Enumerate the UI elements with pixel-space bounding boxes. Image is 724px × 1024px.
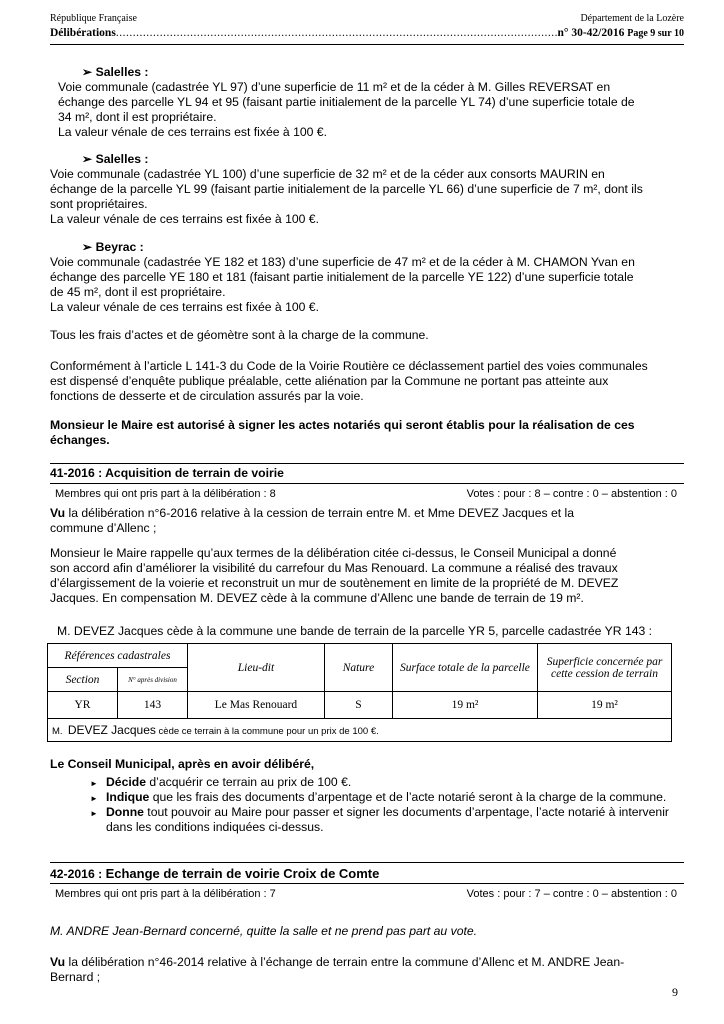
andre-notice: M. ANDRE Jean-Bernard concerné, quitte la salle et ne prend pas part au vote. [50,924,478,938]
maire-line: Monsieur le Maire est autorisé à signer les actes notariés qui seront établis pour la réalisation de ces [50,418,635,432]
decision-item [50,775,684,790]
item-line: sont propriétaires. [50,197,148,211]
decision-text: que les frais des documents d’arpentage et de l’acte notarié seront à la charge de la commune. [149,790,667,804]
item-line: échange de la parcelle YL 99 (faisant partie initialement de la parcelle YL 66) d’une superficie de 7 m², dont ils [50,182,643,196]
th-superficie: Superficie concernée par cette cession de terrain [538,644,672,692]
rappel-line: d’élargissement de la voierie et reconstruit un mur de soutènement en limite de la propriété de M. DEVEZ [50,576,619,590]
maire-line: échanges. [50,433,110,447]
decision-text: tout pouvoir au Maire pour passer et signer les documents d’arpentage, l’acte notarié à intervenir dans les conditions indiquées ci-dessus. [106,805,669,834]
header-deliberations: Délibérations [50,27,116,39]
item-title: ➢ Salelles : [82,152,149,166]
th-section: Section [48,668,118,692]
section-41-meta [55,488,677,500]
section-42-number: 42-2016 : [50,867,103,881]
cell-lieu: Le Mas Renouard [188,692,325,719]
section-42-vu [50,955,684,985]
section-42-rule-top [50,862,684,863]
item-line: Voie communale (cadastrée YE 182 et 183) d’une superficie de 47 m² et de la céder à M. CHAMON Yvan en [50,255,635,269]
section-41-members: Membres qui ont pris part à la délibération : 8 [55,488,276,500]
page-number: 9 [672,985,678,999]
page-header-top [50,13,684,24]
vu-label: Vu [50,955,66,969]
vu-line: la délibération n°6-2016 relative à la cession de terrain entre M. et Mme DEVEZ Jacques et la [65,506,575,520]
header-rule [50,44,684,45]
th-nature: Nature [324,644,392,692]
vu-line: la délibération n°46-2014 relative à l’échange de terrain entre la commune d’Allenc et M. ANDRE Jean- [65,955,625,969]
vu-line: Bernard ; [50,970,101,984]
item-title: ➢ Salelles : [82,65,149,79]
article-paragraph [50,359,684,404]
decision-item [50,790,684,805]
table-note [48,719,672,742]
note-name: DEVEZ Jacques [67,723,156,737]
header-departement: Département de la Lozère [580,13,684,24]
section-42-meta [55,888,677,900]
rappel-line: Monsieur le Maire rappelle qu’aux termes de la délibération citée ci-dessus, le Conseil Municipal a donné [50,546,617,560]
section-41-vu [50,506,684,536]
cadastral-table [47,643,672,742]
item-line: 34 m², dont il est propriétaire. [58,110,217,124]
decision-verb: Décide [106,775,146,789]
item-salelles-1 [50,65,684,140]
item-line: La valeur vénale de ces terrains est fixée à 100 €. [50,212,319,226]
decision-text: d’acquérir ce terrain au prix de 100 €. [145,775,352,789]
maire-autorise [50,418,684,448]
cell-section: YR [48,692,118,719]
section-41-cede: M. DEVEZ Jacques cède à la commune une bande de terrain de la parcelle YR 5, parcelle cadastrée YR 143 : [57,624,653,638]
section-42-title [50,866,682,881]
section-41-number: 41-2016 : [50,466,103,480]
conseil-municipal: Le Conseil Municipal, après en avoir délibéré, [50,757,315,771]
cell-superficie: 19 m² [538,692,672,719]
header-ref-number: n° 30-42/2016 [557,27,625,39]
item-line: La valeur vénale de ces terrains est fixée à 100 €. [58,125,327,139]
item-line: La valeur vénale de ces terrains est fixée à 100 €. [50,300,319,314]
vu-line: commune d’Allenc ; [50,521,157,535]
cell-numero: 143 [118,692,188,719]
section-41-rappel [50,546,684,606]
section-41-title-text: Acquisition de terrain de voirie [105,466,284,480]
item-title-text: Salelles : [95,65,149,79]
article-line: est dispensé d’enquête publique préalable, cette aliénation par la Commune ne portant pas atteinte aux [50,374,609,388]
item-title-text: Beyrac : [95,240,144,254]
cell-nature: S [324,692,392,719]
section-41-rule-bottom [50,483,684,484]
cell-surface: 19 m² [392,692,537,719]
header-page: Page 9 sur 10 [627,28,684,39]
article-line: fonctions de desserte et de circulation assurés par la voie. [50,389,364,403]
rappel-line: son accord afin d’améliorer la visibilité du carrefour du Mas Renouard. La commune a réalisé des travaux [50,561,618,575]
item-line: de 45 m², dont il est propriétaire. [50,285,226,299]
header-dot-leader [116,27,558,39]
item-title-text: Salelles : [95,152,149,166]
item-title: ➢ Beyrac : [82,240,144,254]
section-42-votes: Votes : pour : 7 – contre : 0 – abstention : 0 [466,888,677,900]
section-42-members: Membres qui ont pris part à la délibération : 7 [55,888,276,900]
th-lieu-dit: Lieu-dit [188,644,325,692]
decision-verb: Indique [106,790,150,804]
section-41-votes: Votes : pour : 8 – contre : 0 – abstention : 0 [466,488,677,500]
item-line: Voie communale (cadastrée YL 97) d’une superficie de 11 m² et de la céder à M. Gilles REVERSAT en [58,80,611,94]
decision-verb: Donne [106,805,144,819]
frais-paragraph: Tous les frais d’actes et de géomètre sont à la charge de la commune. [50,328,429,342]
section-42-rule-bottom [50,883,684,884]
article-line: Conformément à l’article L 141-3 du Code de la Voirie Routière ce déclassement partiel des voies communales [50,359,648,373]
decisions-block [50,775,684,835]
note-prefix: M. [52,726,63,737]
header-republique: République Française [50,13,137,24]
vu-label: Vu [50,506,66,520]
item-line: échange des parcelle YL 94 et 95 (faisant partie initialement de la parcelle YL 74) d’une superficie totale de [58,95,635,109]
section-42-title-text: Echange de terrain de voirie Croix de Comte [105,866,380,881]
decision-item [50,805,684,835]
th-numero: N° après division [118,668,188,692]
note-text: cède ce terrain à la commune pour un prix de 100 €. [158,726,379,737]
th-references: Références cadastrales [48,644,188,668]
item-beyrac [50,240,684,315]
item-line: Voie communale (cadastrée YL 100) d’une superficie de 32 m² et de la céder aux consorts MAURIN en [50,167,605,181]
header-ref [557,27,684,39]
table-row [48,692,672,719]
rappel-line: Jacques. En compensation M. DEVEZ cède à la commune d’Allenc une bande de terrain de 19 m². [50,591,584,605]
th-surface: Surface totale de la parcelle [392,644,537,692]
section-41-title [50,466,682,480]
page-header-main [50,27,684,39]
section-41-rule-top [50,463,684,464]
item-salelles-2 [50,152,684,227]
item-line: échange des parcelle YE 180 et 181 (faisant partie initialement de la parcelle YE 122) d’une superficie totale [50,270,634,284]
